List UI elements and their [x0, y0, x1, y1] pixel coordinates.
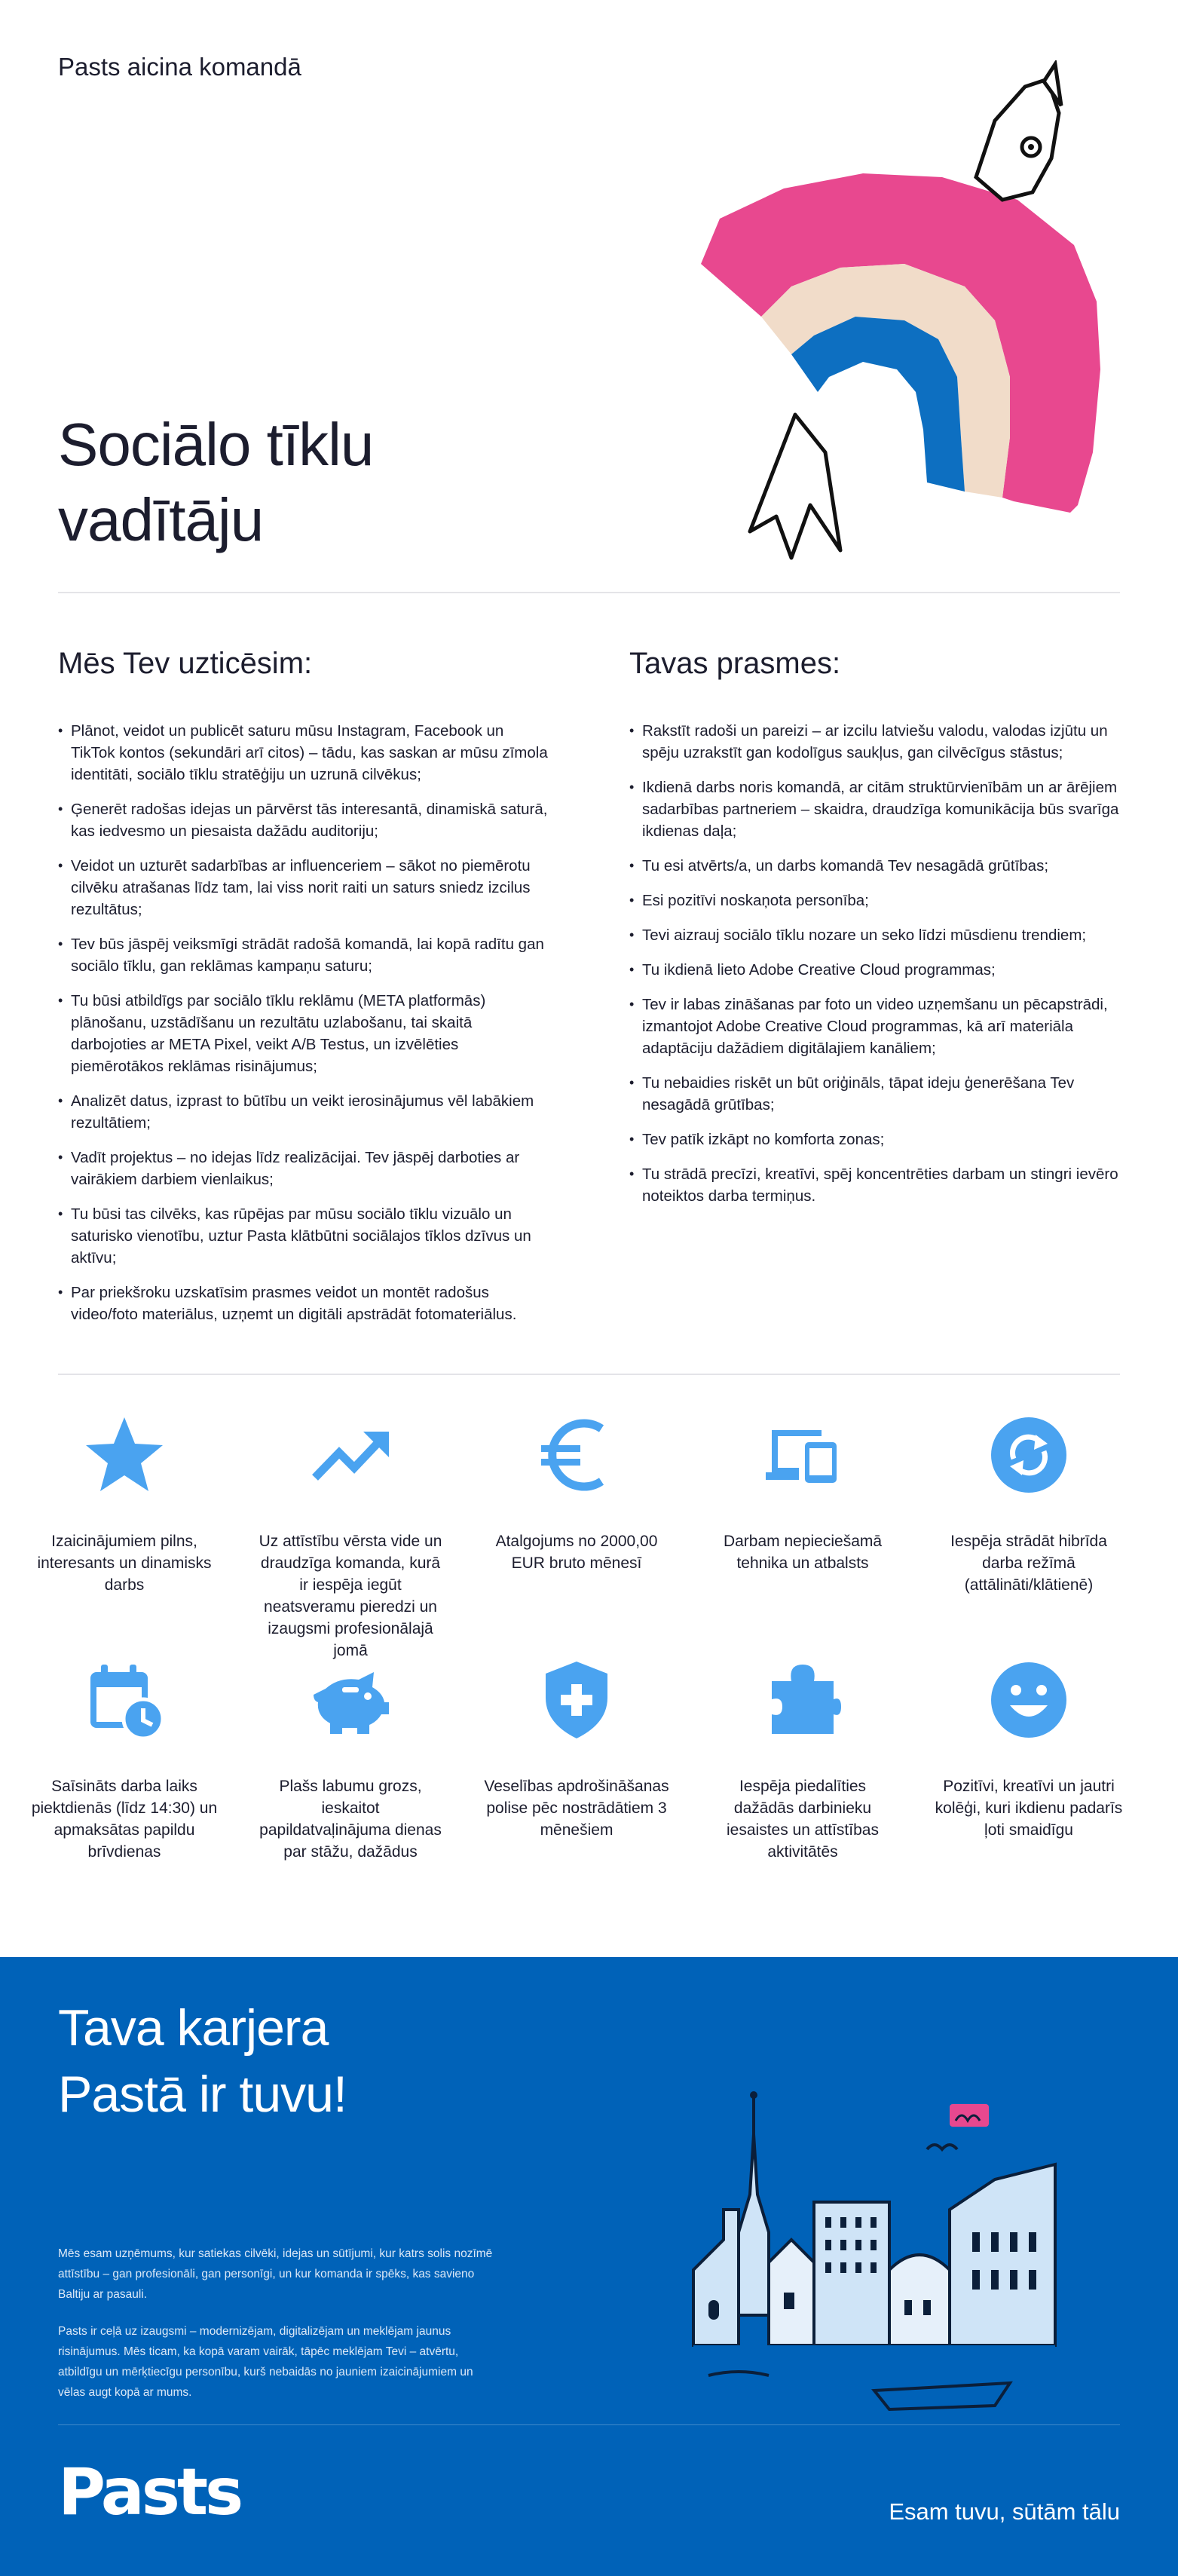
list-item: • Tev ir labas zināšanas par foto un video uzņemšanu un pēcapstrādi, izmantojot Adobe Creative Cloud programmas, kā arī materiāla adaptāciju dažādiem digitālajiem kanāliem;	[629, 994, 1119, 1059]
star-icon	[83, 1414, 166, 1496]
benefit-label: Saīsināts darba laiks piektdienās (līdz 14:30) un apmaksātas papildu brīvdienas	[31, 1778, 218, 1861]
benefit-label: Pozitīvi, kreatīvi un jautri kolēģi, kuri ikdienu padarīs ļoti smaidīgu	[935, 1778, 1123, 1839]
list-item: • Tu būsi tas cilvēks, kas rūpējas par mūsu sociālo tīklu vizuālo un saturisko vienotību, uztur Pasta klātbūtni sociālajos tīklos dzīvus un aktīvu;	[58, 1203, 548, 1269]
footer-paragraph-2: Pasts ir ceļā uz izaugsmi – modernizējam, digitalizējam un meklējam jaunus risinājumus. Mēs ticam, ka kopā varam vairāk, tāpēc meklējam Tevi – atvērtu, atbildīgu un mērķtiecīgu personību, kurš nebaidās no jauniem izaicinājumiem un vēlas augt kopā ar mums.	[58, 2325, 473, 2399]
footer-paragraph-1: Mēs esam uzņēmums, kur satiekas cilvēki, idejas un sūtījumi, kur katrs solis nozīmē attīstību – gan profesionāli, gan personīgi, un kur komanda ir spēks, kas savieno Baltiju ar pasauli.	[58, 2247, 493, 2301]
benefit-item	[708, 1414, 897, 1574]
mail-sign	[950, 2104, 989, 2127]
page-title	[58, 407, 373, 558]
health-shield-icon	[535, 1659, 618, 1741]
calendar-clock-icon	[83, 1659, 166, 1741]
benefits-grid	[23, 1414, 1153, 1904]
list-item: • Veidot un uzturēt sadarbības ar influenceriem – sākot no piemērotu cilvēku atrašanas līdz tam, lai viss norit raiti un saturs sniedz izcilus rezultātus;	[58, 855, 548, 920]
list-item: • Ikdienā darbs noris komandā, ar citām struktūrvienībām un ar ārējiem sadarbības partneriem – skaidra, draudzīga komunikācija būs svarīga ikdienas daļa;	[629, 776, 1119, 842]
pasts-logo: Pasts	[58, 2455, 241, 2530]
building-arch	[889, 2255, 950, 2345]
benefit-item	[935, 1659, 1123, 1841]
boat-right	[874, 2383, 1010, 2409]
benefits-row-2	[23, 1659, 1153, 1904]
list-item: • Tu būsi atbildīgs par sociālo tīklu reklāmu (META platformās) plānošanu, uzstādīšanu un rezultātu uzlabošanu, tai skaitā darbojoties ar META Pixel, veikt A/B Testus, un izvēlēties piemērotākos reklāmas risinājumus;	[58, 990, 548, 1077]
section-divider-middle	[58, 1374, 1120, 1375]
footer-divider	[58, 2424, 1120, 2425]
responsibilities-heading: Mēs Tev uzticēsim:	[58, 647, 313, 680]
benefit-item	[256, 1659, 445, 1863]
list-item: • Ģenerēt radošas idejas un pārvērst tās interesantā, dinamiskā saturā, kas iedvesmo un piesaista dažādu auditoriju;	[58, 798, 548, 842]
list-item: • Rakstīt radoši un pareizi – ar izcilu latviešu valodu, valodas izjūtu un spēju uzrakstīt gan kodolīgus saukļus, gan cilvēcīgus stāstus;	[629, 720, 1119, 764]
piggy-bank-icon	[309, 1659, 392, 1741]
page-kicker: Pasts aicina komandā	[58, 53, 301, 81]
benefit-label: Izaicinājumiem pilns, interesants un dinamisks darbs	[37, 1533, 212, 1594]
city-illustration	[678, 2014, 1085, 2436]
building-right	[950, 2164, 1055, 2345]
benefit-item	[708, 1659, 897, 1863]
benefit-label: Veselības apdrošināšanas polise pēc nostrādātiem 3 mēnešiem	[484, 1778, 669, 1839]
section-divider-top	[58, 592, 1120, 593]
list-item: • Tev būs jāspēj veiksmīgi strādāt radošā komandā, lai kopā radītu gan sociālo tīklu, gan reklāmas kampaņu saturu;	[58, 933, 548, 977]
list-item: • Plānot, veidot un publicēt saturu mūsu Instagram, Facebook un TikTok kontos (sekundāri arī citos) – tādu, kas saskan ar mūsu zīmola identitāti, sociālo tīklu stratēģiju un uzrunā cilvēkus;	[58, 720, 548, 786]
skills-list	[629, 720, 1119, 1207]
trending-up-icon	[309, 1414, 392, 1496]
list-item: • Tu esi atvērts/a, un darbs komandā Tev nesagādā grūtības;	[629, 855, 1119, 877]
list-item: • Tu nebaidies riskēt un būt oriģināls, tāpat ideju ģenerēšana Tev nesagādā grūtības;	[629, 1072, 1119, 1116]
benefit-item	[30, 1414, 219, 1596]
sync-icon	[987, 1414, 1070, 1496]
responsibilities-list	[58, 720, 548, 1325]
list-item: • Tevi aizrauj sociālo tīklu nozare un seko līdzi mūsdienu trendiem;	[629, 924, 1119, 946]
list-item: • Tu ikdienā lieto Adobe Creative Cloud programmas;	[629, 959, 1119, 981]
benefit-item	[482, 1659, 671, 1841]
footer-heading-line-2: Pastā ir tuvu!	[58, 2066, 347, 2123]
footer-heading-line-1: Tava karjera	[58, 1999, 329, 2057]
footer-heading	[58, 1995, 347, 2127]
list-item: • Tev patīk izkāpt no komforta zonas;	[629, 1129, 1119, 1150]
list-item: • Tu strādā precīzi, kreatīvi, spēj koncentrēties darbam un stingri ievēro noteiktos darba termiņus.	[629, 1163, 1119, 1207]
benefit-item	[482, 1414, 671, 1574]
benefit-label: Iespēja piedalīties dažādās darbinieku iesaistes un attīstības aktivitātēs	[727, 1778, 879, 1861]
benefit-item	[30, 1659, 219, 1863]
list-item: • Analizēt datus, izprast to būtību un veikt ierosinājumus vēl labākiem rezultātiem;	[58, 1090, 548, 1134]
smile-icon	[987, 1659, 1070, 1741]
rocket-body	[976, 79, 1059, 200]
list-item: • Esi pozitīvi noskaņota personība;	[629, 890, 1119, 911]
benefit-item	[935, 1414, 1123, 1596]
skills-heading: Tavas prasmes:	[629, 647, 841, 680]
title-line-2: vadītāju	[58, 486, 264, 553]
puzzle-icon	[761, 1659, 844, 1741]
benefit-label: Uz attīstību vērsta vide un draudzīga komanda, kurā ir iespēja iegūt neatsveramu pieredzi un izaugsmi profesionālajā jomā	[259, 1533, 442, 1659]
title-line-1: Sociālo tīklu	[58, 411, 374, 478]
footer-text	[58, 2244, 495, 2419]
list-item: • Par priekšroku uzskatīsim prasmes veidot un montēt radošus video/foto materiālus, uzņemt un digitāli apstrādāt fotomateriālus.	[58, 1282, 548, 1325]
rocket-exhaust	[750, 415, 840, 558]
footer-section	[0, 1957, 1178, 2576]
benefits-row-1	[23, 1414, 1153, 1659]
benefit-item	[256, 1414, 445, 1662]
bird	[927, 2145, 957, 2149]
devices-icon	[761, 1414, 844, 1496]
benefit-label: Darbam nepieciešamā tehnika un atbalsts	[723, 1533, 883, 1572]
list-item: • Vadīt projektus – no idejas līdz realizācijai. Tev jāspēj darboties ar vairākiem darbiem vienlaikus;	[58, 1147, 548, 1190]
benefit-label: Atalgojums no 2000,00 EUR bruto mēnesī	[495, 1533, 658, 1572]
church-tower	[739, 2134, 769, 2315]
skills-section	[629, 647, 1119, 1220]
benefit-label: Iespēja strādāt hibrīda darba režīmā (attālināti/klātienē)	[950, 1533, 1107, 1594]
responsibilities-section	[58, 647, 548, 1338]
benefit-label: Plašs labumu grozs, ieskaitot papildatvaļinājuma dienas par stāžu, dažādus	[259, 1778, 442, 1861]
building-left	[693, 2210, 739, 2345]
euro-icon	[535, 1414, 618, 1496]
rocket-rainbow-illustration	[678, 60, 1131, 573]
footer-slogan: Esam tuvu, sūtām tālu	[889, 2498, 1120, 2525]
